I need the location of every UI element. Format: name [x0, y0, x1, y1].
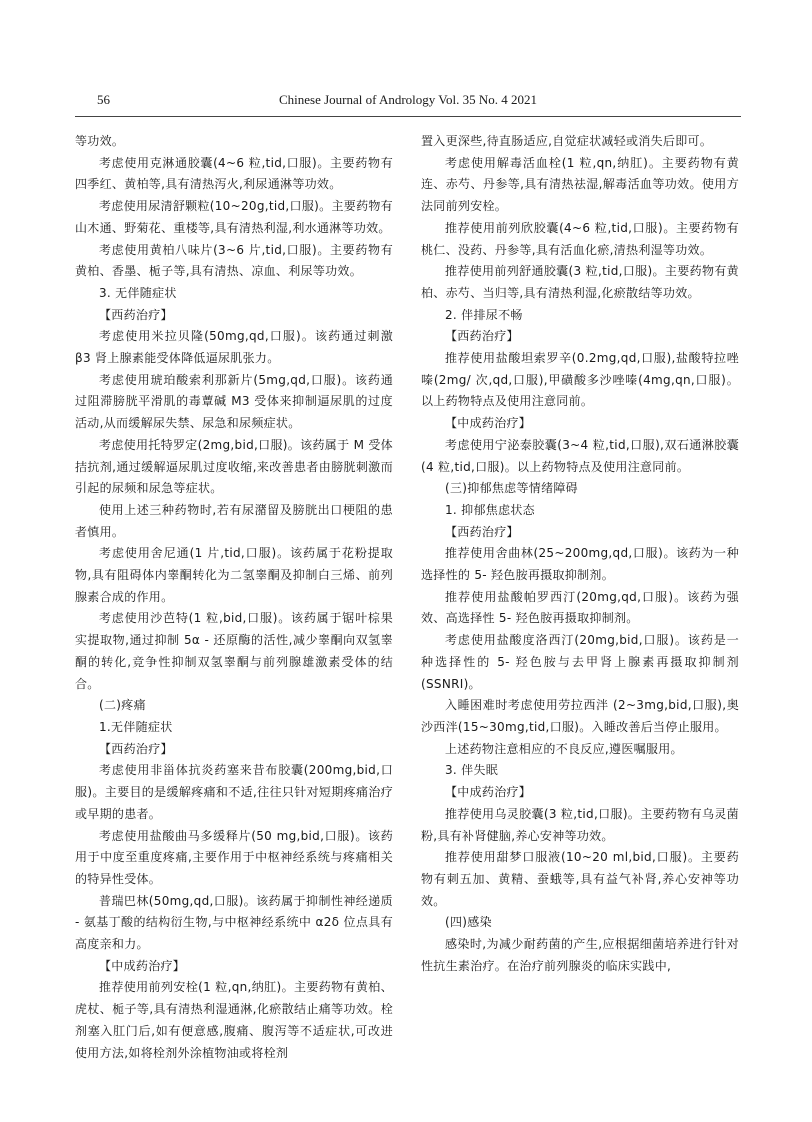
- paragraph: 推荐使用甜梦口服液(10~20 ml,bid,口服)。主要药物有刺五加、黄精、蚕蛾等,具有益气补肾,养心安神等功效。: [421, 850, 739, 908]
- paragraph: 推荐使用前列安栓(1 粒,qn,纳肛)。主要药物有黄柏、虎杖、栀子等,具有清热利湿通淋,化瘀散结止痛等功效。栓剂塞入肛门后,如有便意感,腹痛、腹泻等不适症状,可改进使用方法,如将栓剂外涂植物油或将栓剂: [75, 980, 393, 1060]
- section-heading: 【西药治疗】: [99, 307, 173, 322]
- paragraph: 考虑使用琥珀酸索利那新片(5mg,qd,口服)。该药通过阻滞膀胱平滑肌的毒蕈碱 M3 受体来抑制逼尿肌的过度活动,从而缓解尿失禁、尿急和尿频症状。: [75, 372, 393, 431]
- section-heading: (三)抑郁焦虑等情绪障碍: [445, 481, 578, 496]
- paragraph: 上述药物注意相应的不良反应,遵医嘱服用。: [445, 741, 683, 756]
- header-rule: [75, 116, 741, 117]
- section-heading: 1.无伴随症状: [99, 719, 173, 734]
- page-number: 56: [97, 92, 110, 107]
- paragraph: 置入更深些,待直肠适应,自觉症状减轻或消失后即可。: [421, 134, 713, 148]
- paragraph: 推荐使用前列舒通胶囊(3 粒,tid,口服)。主要药物有黄柏、赤芍、当归等,具有清热利湿,化瘀散结等功效。: [421, 264, 739, 300]
- section-heading: 3. 无伴随症状: [99, 285, 177, 300]
- journal-title: Chinese Journal of Andrology Vol. 35 No. 4 2021: [278, 92, 538, 107]
- paragraph: 考虑使用米拉贝隆(50mg,qd,口服)。该药通过刺激 β3 肾上腺素能受体降低逼尿肌张力。: [75, 329, 393, 366]
- paragraph: 考虑使用黄柏八味片(3~6 片,tid,口服)。主要药物有黄柏、香墨、栀子等,具有清热、凉血、利尿等功效。: [75, 242, 393, 279]
- section-heading: 1. 抑郁焦虑状态: [445, 502, 535, 517]
- paragraph: 考虑使用盐酸曲马多缓释片(50 mg,bid,口服)。该药用于中度至重度疼痛,主要作用于中枢神经系统与疼痛相关的特异性受体。: [75, 828, 393, 886]
- paragraph: 推荐使用前列欣胶囊(4~6 粒,tid,口服)。主要药物有桃仁、没药、丹参等,具有活血化瘀,清热利湿等功效。: [421, 220, 739, 257]
- paragraph: 考虑使用尿清舒颗粒(10~20g,tid,口服)。主要药物有山木通、野菊花、重楼等,具有清热利湿,利水通淋等功效。: [75, 199, 393, 235]
- section-heading: (四)感染: [445, 915, 492, 930]
- paragraph: 考虑使用沙芭特(1 粒,bid,口服)。该药属于锯叶棕果实提取物,通过抑制 5α - 还原酶的活性,减少睾酮向双氢睾酮的转化,竞争性抑制双氢睾酮与前列腺雄激素受体的结合。: [75, 611, 393, 691]
- paragraph: 使用上述三种药物时,若有尿潴留及膀胱出口梗阻的患者慎用。: [75, 502, 393, 539]
- section-heading: 【西药治疗】: [99, 741, 173, 756]
- paragraph: 感染时,为减少耐药菌的产生,应根据细菌培养进行针对性抗生素治疗。在治疗前列腺炎的临床实践中,: [421, 937, 739, 973]
- section-heading: 【中成药治疗】: [445, 785, 532, 800]
- paragraph: 考虑使用解毒活血栓(1 粒,qn,纳肛)。主要药物有黄连、赤芍、丹参等,具有清热祛湿,解毒活血等功效。使用方法同前列安栓。: [421, 155, 739, 214]
- section-heading: 【中成药治疗】: [99, 958, 186, 973]
- section-heading: 【西药治疗】: [445, 524, 519, 539]
- paragraph: 入睡困难时考虑使用劳拉西泮 (2~3mg,bid,口服),奥沙西泮(15~30mg,tid,口服)。入睡改善后当停止服用。: [421, 698, 739, 734]
- paragraph: 推荐使用盐酸坦索罗辛(0.2mg,qd,口服),盐酸特拉唑嗪(2mg/ 次,qd,口服),甲磺酸多沙唑嗪(4mg,qn,口服)。以上药物特点及使用注意同前。: [421, 351, 739, 409]
- paragraph: 考虑使用宁泌泰胶囊(3~4 粒,tid,口服),双石通淋胶囊(4 粒,tid,口服)。以上药物特点及使用注意同前。: [421, 437, 739, 474]
- paragraph: 普瑞巴林(50mg,qd,口服)。该药属于抑制性神经递质 - 氨基丁酸的结构衍生物,与中枢神经系统中 α2δ 位点具有高度亲和力。: [75, 893, 393, 952]
- left-column: [75, 131, 393, 1064]
- paragraph: 考虑使用克淋通胶囊(4~6 粒,tid,口服)。主要药物有四季红、黄柏等,具有清热泻火,利尿通淋等功效。: [75, 155, 393, 192]
- paragraph: 考虑使用舍尼通(1 片,tid,口服)。该药属于花粉提取物,具有阻碍体内睾酮转化为二氢睾酮及抑制白三烯、前列腺素合成的作用。: [75, 546, 393, 604]
- section-heading: (二)疼痛: [99, 698, 146, 713]
- paragraph: 推荐使用盐酸帕罗西汀(20mg,qd,口服)。该药为强效、高选择性 5- 羟色胺再摄取抑制剂。: [421, 589, 739, 626]
- paragraph: 考虑使用盐酸度洛西汀(20mg,bid,口服)。该药是一种选择性的 5- 羟色胺与去甲肾上腺素再摄取抑制剂(SSNRI)。: [421, 633, 739, 691]
- page-header: [75, 92, 741, 112]
- right-column: [421, 131, 739, 977]
- paragraph: 推荐使用舍曲林(25~200mg,qd,口服)。该药为一种选择性的 5- 羟色胺再摄取抑制剂。: [421, 546, 739, 583]
- section-heading: 【中成药治疗】: [445, 416, 532, 431]
- paragraph: 等功效。: [75, 134, 125, 148]
- paragraph: 考虑使用非甾体抗炎药塞来昔布胶囊(200mg,bid,口服)。主要目的是缓解疼痛和不适,往往只针对短期疼痛治疗或早期的患者。: [75, 763, 393, 821]
- section-heading: 【西药治疗】: [445, 329, 519, 344]
- paragraph: 考虑使用托特罗定(2mg,bid,口服)。该药属于 M 受体拮抗剂,通过缓解逼尿肌过度收缩,来改善患者由膀胱刺激而引起的尿频和尿急等症状。: [75, 437, 393, 496]
- section-heading: 2. 伴排尿不畅: [445, 307, 523, 322]
- section-heading: 3. 伴失眠: [445, 763, 499, 778]
- paragraph: 推荐使用乌灵胶囊(3 粒,tid,口服)。主要药物有乌灵菌粉,具有补肾健脑,养心安神等功效。: [421, 806, 739, 843]
